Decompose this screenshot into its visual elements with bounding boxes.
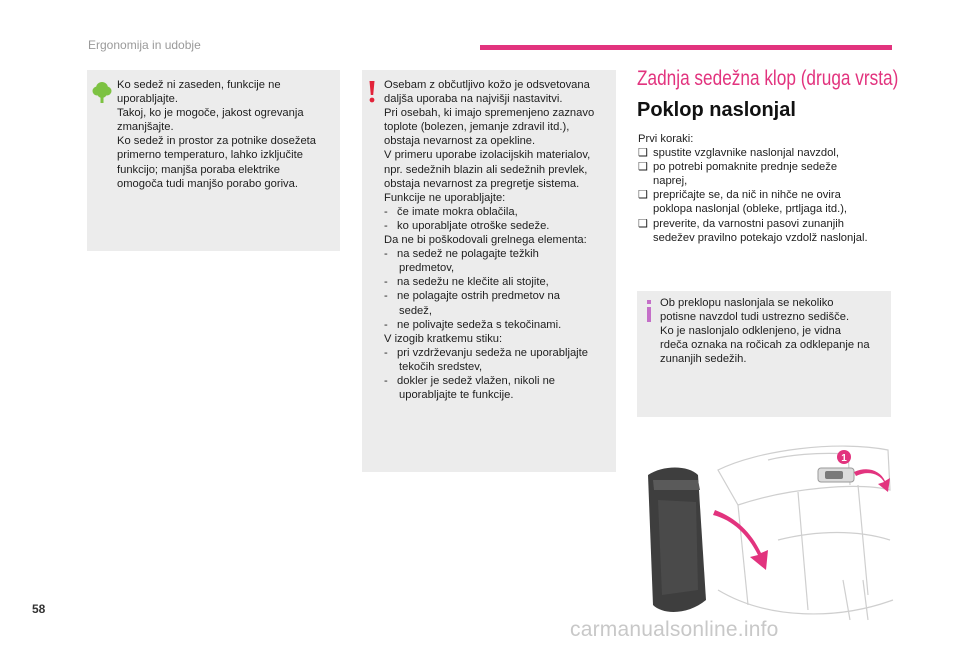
checkbox-bullet-icon: ❑ <box>638 147 649 160</box>
steps-list <box>638 132 868 245</box>
warning-line: Osebam z občutljivo kožo je odsvetovana <box>384 79 590 91</box>
warning-line: obstaja nevarnost za opekline. <box>384 135 536 148</box>
eco-line: primerno temperaturo, lahko izključite <box>117 149 303 162</box>
info-line: rdeča oznaka na ročicah za odklepanje na <box>660 339 870 352</box>
info-text <box>660 296 870 366</box>
warning-line: V primeru uporabe izolacijskih materialov, <box>384 149 591 162</box>
eco-line: omogoča tudi manjšo porabo goriva. <box>117 177 298 190</box>
release-arrow-icon <box>854 469 890 492</box>
exclamation-icon <box>366 80 378 104</box>
info-line: Ob preklopu naslonjala se nekoliko <box>660 297 834 309</box>
step-text: spustite vzglavnike naslonjal navzdol, <box>653 147 839 160</box>
warning-dash-item: - če imate mokra oblačila, <box>384 205 518 218</box>
warning-line: daljša uporaba na najvišji nastavitvi. <box>384 93 563 106</box>
step-text: po potrebi pomaknite prednje sedeže <box>653 161 838 174</box>
info-line: potisne navzdol tudi ustrezno sedišče. <box>660 311 850 324</box>
warning-dash-continuation: uporabljajte te funkcije. <box>399 389 514 402</box>
header-accent-bar <box>480 45 892 50</box>
callout-number: 1 <box>841 453 847 464</box>
step-continuation: sedežev pravilno potekajo vzdolž naslonjal. <box>653 231 868 244</box>
fold-arrow-icon <box>713 510 768 570</box>
checkbox-bullet-icon: ❑ <box>638 189 649 202</box>
step-text: prepričajte se, da nič in nihče ne ovira <box>653 189 841 202</box>
watermark: carmanualsonline.info <box>570 618 779 641</box>
step-text: preverite, da varnostni pasovi zunanjih <box>653 217 844 230</box>
step-item <box>638 188 868 202</box>
step-continuation: poklopa naslonjal (obleke, prtljaga itd.), <box>653 203 848 216</box>
eco-line: funkcijo; manjša poraba elektrike <box>117 163 280 176</box>
page-number: 58 <box>32 602 46 616</box>
warning-line: V izogib kratkemu stiku: <box>384 332 503 345</box>
warning-dash-item: - dokler je sedež vlažen, nikoli ne <box>384 374 556 387</box>
checkbox-bullet-icon: ❑ <box>638 217 649 230</box>
eco-tip-text <box>117 78 316 191</box>
warning-dash-item: - ne polivajte sedeža s tekočinami. <box>384 318 562 331</box>
warning-line: npr. sedežnih blazin ali sedežnih prevlek, <box>384 163 588 176</box>
warning-dash-item: - pri vzdrževanju sedeža ne uporabljajte <box>384 346 588 359</box>
warning-line: Funkcije ne uporabljajte: <box>384 191 506 204</box>
step-item <box>638 217 868 231</box>
warning-dash-item: - na sedež ne polagajte težkih <box>384 248 539 261</box>
checkbox-bullet-icon: ❑ <box>638 161 649 174</box>
step-item <box>638 160 868 174</box>
warning-line: toplote (bolezen, jemanje zdravil itd.), <box>384 121 570 134</box>
page-header-title: Ergonomija in udobje <box>88 38 201 52</box>
info-line: zunanjih sedežih. <box>660 353 747 366</box>
eco-line: uporabljajte. <box>117 93 178 106</box>
warning-dash-item: - na sedežu ne klečite ali stojite, <box>384 276 549 289</box>
warning-line: Pri osebah, ki imajo spremenjeno zaznavo <box>384 107 595 120</box>
warning-line: Da ne bi poškodovali grelnega elementa: <box>384 234 587 247</box>
release-handle <box>818 468 854 482</box>
step-item <box>638 146 868 160</box>
rear-seat-fold-illustration <box>618 430 908 626</box>
eco-line: Ko sedež in prostor za potnike dosežeta <box>117 135 317 148</box>
warning-line: obstaja nevarnost za pregretje sistema. <box>384 177 580 190</box>
warning-text <box>384 78 594 402</box>
step-continuation: naprej, <box>653 175 688 188</box>
eco-line: Takoj, ko je mogoče, jakost ogrevanja <box>117 107 304 120</box>
eco-line: Ko sedež ni zaseden, funkcije ne <box>117 79 281 91</box>
eco-line: zmanjšajte. <box>117 121 174 134</box>
steps-intro: Prvi koraki: <box>638 133 694 145</box>
warning-dash-continuation: predmetov, <box>399 262 455 275</box>
info-line: Ko je naslonjalo odklenjeno, je vidna <box>660 325 841 338</box>
warning-dash-continuation: tekočih sredstev, <box>399 360 483 373</box>
tree-icon <box>92 80 112 104</box>
section-title: Zadnja sedežna klop (druga vrsta) <box>637 67 899 90</box>
info-icon <box>643 299 655 323</box>
warning-dash-item: - ko uporabljate otroške sedeže. <box>384 219 550 232</box>
folded-seatback <box>648 468 706 612</box>
warning-dash-continuation: sedež, <box>399 304 432 317</box>
section-subtitle: Poklop naslonjal <box>637 99 796 121</box>
warning-dash-item: - ne polagajte ostrih predmetov na <box>384 290 560 303</box>
